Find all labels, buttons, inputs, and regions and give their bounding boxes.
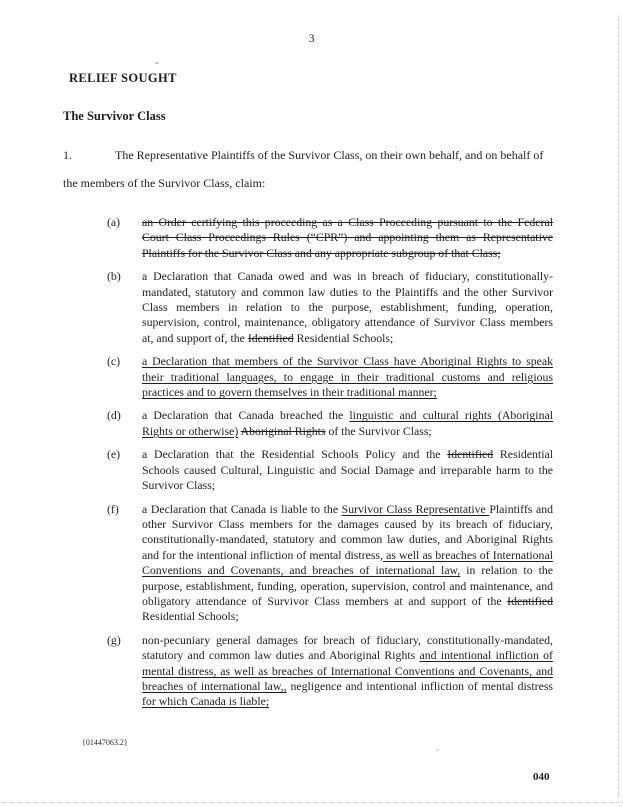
claim-text bbox=[142, 354, 553, 400]
claim-text-segment: Residential Schools; bbox=[293, 330, 394, 345]
paragraph-1-number: 1. bbox=[63, 148, 72, 162]
claim-label: (e) bbox=[107, 447, 121, 462]
claim-item bbox=[107, 215, 553, 261]
claim-text bbox=[142, 269, 553, 346]
claim-text-segment: a Declaration that the Residential Schools Policy and the bbox=[142, 447, 448, 462]
claim-label: (b) bbox=[107, 269, 121, 284]
claim-item bbox=[107, 502, 553, 625]
claim-text bbox=[142, 502, 553, 625]
claim-label: (c) bbox=[107, 354, 121, 369]
claim-text-segment: a Declaration that Canada breached the bbox=[142, 408, 350, 423]
claim-text-segment: negligence and intentional infliction of mental distress bbox=[286, 678, 554, 693]
claim-text bbox=[142, 215, 553, 261]
claim-text-segment: a Declaration that members of the Survivor Class have Aboriginal Rights to speak their traditional languages, to engage in their traditional customs and religious practices and to govern themselves in their traditional manner; bbox=[142, 354, 553, 400]
claim-item bbox=[107, 354, 553, 400]
claim-text-segment: Aboriginal Rights bbox=[240, 423, 326, 438]
claim-text-segment: Residential Schools; bbox=[142, 609, 239, 624]
claim-text-segment: for which Canada is liable; bbox=[142, 694, 270, 709]
claim-text-segment: Identified bbox=[247, 330, 294, 345]
claim-text-segment: a Declaration that Canada owed and was in breach of fiduciary, constitutionally-mandated, statutory and common law duties to the Plaintiffs and the other Survivor Class members in relation to the purpose, establishment, funding, operation, supervision, control, maintenance, obligatory attendance of Survivor Class members at, and support of, the bbox=[142, 269, 553, 345]
claim-text bbox=[142, 633, 553, 710]
paragraph-1 bbox=[63, 142, 554, 197]
scan-artifact-speck bbox=[436, 749, 439, 751]
claim-text-segment: a Declaration that Canada is liable to the bbox=[142, 501, 342, 516]
claim-text-segment: Residential Schools caused Cultural, Linguistic and Social Damage and irreparable harm to the Survivor Class; bbox=[142, 447, 553, 493]
heading-relief-sought: RELIEF SOUGHT bbox=[69, 71, 177, 85]
claim-text-segment: in relation to the purpose, establishment, funding, operation, supervision, control and maintenance, and obligatory attendance of Survivor Class members at and support of the bbox=[142, 563, 553, 608]
claim-label: (d) bbox=[107, 408, 121, 423]
claim-text-segment: of the Survivor Class; bbox=[325, 423, 432, 438]
claim-label: (f) bbox=[107, 501, 119, 516]
claims-list bbox=[107, 215, 553, 718]
paragraph-1-text: The Representative Plaintiffs of the Survivor Class, on their own behalf, and on behalf of the members of the Survivor Class, claim: bbox=[63, 148, 544, 190]
scan-artifact-bottom-edge bbox=[2, 802, 621, 803]
claim-text-segment: and intentional infliction of mental distress, as well as breaches of International Conventions and Covenants, and breaches of international law,, bbox=[142, 648, 553, 693]
scan-artifact-right-edge bbox=[618, 14, 619, 797]
claim-text-segment: Plaintiffs and other Survivor Class members for the damages caused by its breach of fiduciary, constitutionally-mandated, statutory and common law duties, and Aboriginal Rights and for the intentional infliction of mental distress, bbox=[142, 501, 553, 562]
claim-label: (a) bbox=[107, 215, 121, 229]
page-number: 3 bbox=[308, 31, 315, 45]
claim-text-segment: Survivor Class Representative bbox=[341, 501, 490, 516]
footer-page-stamp: 040 bbox=[533, 771, 550, 783]
scan-artifact-speck bbox=[155, 62, 159, 64]
footer-docket-number: {01447063.2} bbox=[82, 738, 128, 747]
claim-text-segment: an Order certifying this proceeding as a Class Proceeding pursuant to the Federal Court Class Proceedings Rules (“CPR”) and appointing them as Representative Plaintiffs for the Survivor Class and any appropriate subgroup of that Class; bbox=[142, 215, 553, 260]
claim-text-segment: Identified bbox=[507, 593, 553, 608]
claim-text bbox=[142, 408, 553, 439]
heading-survivor-class: The Survivor Class bbox=[63, 109, 166, 123]
claim-text-segment: Identified bbox=[447, 447, 494, 462]
claim-item bbox=[107, 447, 553, 493]
claim-text-segment: as well as breaches of International Conventions and Covenants, and breaches of international law, bbox=[142, 547, 553, 578]
claim-label: (g) bbox=[107, 632, 121, 647]
claim-item bbox=[107, 408, 553, 439]
claim-text bbox=[142, 447, 553, 493]
claim-item bbox=[107, 269, 553, 346]
claim-text-segment: non-pecuniary general damages for breach of fiduciary, constitutionally-mandated, statutory and common law duties and Aboriginal Rights bbox=[142, 632, 553, 663]
claim-text-segment: linguistic and cultural rights (Aboriginal Rights or otherwise) bbox=[142, 408, 553, 438]
claim-item bbox=[107, 633, 553, 710]
